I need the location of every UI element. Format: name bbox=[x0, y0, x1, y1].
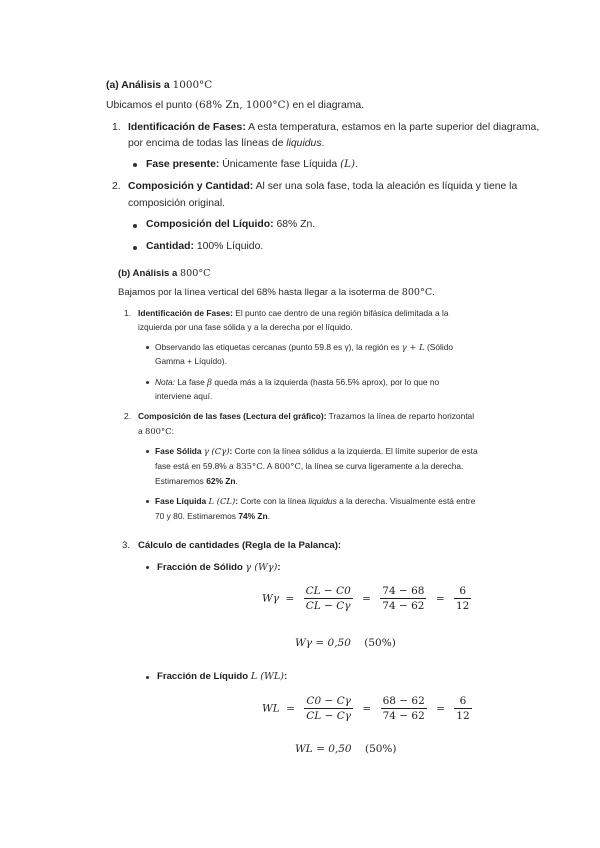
fraccion-solido-math: γ (Wγ) bbox=[245, 562, 278, 573]
fraccion-liquido-math: L (WL) bbox=[250, 671, 284, 682]
fraccion-liquido-label bbox=[157, 671, 287, 682]
bullet-icon bbox=[146, 346, 149, 349]
bullet-icon bbox=[133, 224, 137, 228]
eq2-fraction-3 bbox=[454, 695, 471, 722]
eq2-f2-numerator: 68 − 62 bbox=[382, 695, 425, 707]
section-b-item-1-sub2-line1 bbox=[155, 377, 439, 387]
section-a-heading bbox=[106, 79, 212, 91]
section-b-item-2-text: Trazamos la línea de reparto horizontal bbox=[328, 411, 475, 421]
equals-sign: = bbox=[362, 702, 372, 715]
eq1-f3-numerator: 6 bbox=[454, 585, 471, 599]
equation-w-gamma-result bbox=[295, 637, 396, 649]
section-a-item-2-line2: composición original. bbox=[128, 198, 226, 209]
section-b-heading bbox=[118, 268, 210, 279]
eq1-percent: (50%) bbox=[364, 637, 396, 649]
section-a-intro-suffix: en el diagrama. bbox=[292, 100, 365, 111]
eq2-f2-denominator: 74 − 62 bbox=[382, 710, 425, 722]
section-a-item-2-title: Composición y Cantidad: bbox=[128, 181, 254, 192]
section-b-intro-end: . bbox=[432, 287, 435, 298]
fase-solida-line2 bbox=[155, 461, 463, 471]
section-b-item-2-number: 2. bbox=[124, 411, 131, 421]
section-a-item-1-text: A esta temperatura, estamos en la parte superior del diagrama, bbox=[248, 122, 540, 133]
eq1-result: Wγ = 0,50 bbox=[295, 637, 351, 649]
bullet-icon bbox=[133, 163, 137, 167]
equation-w-l-result bbox=[295, 743, 397, 755]
bullet-icon bbox=[146, 500, 149, 503]
section-a-item-2-text: Al ser una sola fase, toda la aleación es líquida y tiene la bbox=[255, 181, 518, 192]
observando-math: γ + L bbox=[401, 342, 425, 352]
bullet-icon bbox=[146, 566, 149, 569]
section-b-item-1-title: Identificación de Fases: bbox=[138, 308, 233, 318]
nota-math: β bbox=[207, 377, 213, 387]
equals-sign: = bbox=[362, 592, 371, 605]
fraccion-solido-text: Fracción de Sólido bbox=[157, 562, 243, 573]
bullet-icon bbox=[146, 676, 149, 679]
equation-w-l bbox=[262, 695, 475, 722]
section-b-intro bbox=[118, 287, 435, 298]
fase-liquida-math: L (CL) bbox=[208, 496, 236, 506]
section-b-item-2-line1 bbox=[138, 411, 474, 421]
section-b-item-3-title bbox=[138, 540, 341, 551]
fase-liquida-line2 bbox=[155, 511, 270, 521]
fase-liquida-text: Corte con la línea bbox=[240, 496, 307, 506]
equation-w-gamma bbox=[262, 585, 474, 612]
section-b-item-1-line1 bbox=[138, 308, 449, 318]
composicion-liquido-value: 68% Zn. bbox=[276, 219, 316, 230]
section-b-item-2-line2-prefix: a bbox=[138, 426, 143, 436]
eq2-percent: (50%) bbox=[364, 743, 397, 755]
fase-presente-end: . bbox=[355, 159, 358, 170]
eq2-fraction-2 bbox=[381, 695, 427, 722]
fase-solida-estimate-end: . bbox=[235, 476, 238, 486]
fase-solida-math: γ (Cγ) bbox=[203, 446, 230, 456]
section-b-item-3-number: 3. bbox=[122, 540, 131, 551]
fase-liquida-line1 bbox=[155, 496, 475, 506]
section-b-item-1-line2: izquierda por una fase sólida y a la derecha por el líquido. bbox=[138, 322, 353, 332]
eq2-result: WL = 0,50 bbox=[295, 743, 352, 755]
fase-solida-estimate-prefix: Estimaremos bbox=[155, 476, 204, 486]
section-b-item-2-line2-math: 800°C bbox=[145, 426, 172, 436]
section-a-item-2-number: 2. bbox=[112, 181, 121, 192]
section-b-item-1-sub2-line2: interviene aquí. bbox=[155, 391, 213, 401]
section-a-heading-label: (a) Análisis a bbox=[106, 80, 170, 91]
eq2-f1-denominator: CL − Cγ bbox=[306, 710, 352, 722]
fase-solida-title: Fase Sólida bbox=[155, 446, 202, 456]
bullet-icon bbox=[146, 450, 149, 453]
fase-solida-line2-mid: . A bbox=[262, 461, 272, 471]
section-a-intro-math: (68% Zn, 1000°C) bbox=[194, 99, 290, 111]
fase-presente-math: (L) bbox=[340, 158, 356, 170]
section-b-item-1-sub1-line2: Gamma + Líquido). bbox=[155, 356, 227, 366]
section-a-item-1-line2-text: por encima de todas las líneas de bbox=[128, 138, 284, 149]
section-b-item-2-line2 bbox=[138, 426, 174, 436]
equals-sign: = bbox=[436, 702, 445, 715]
fraccion-solido-label bbox=[157, 562, 281, 573]
fase-liquida-liquidus-em: liquidus bbox=[308, 496, 337, 506]
eq1-fraction-3 bbox=[454, 585, 471, 612]
bullet-icon bbox=[146, 381, 149, 384]
fase-solida-temp-1: 835°C bbox=[236, 461, 263, 471]
eq1-lhs: Wγ bbox=[262, 592, 280, 605]
section-b-intro-text: Bajamos por la línea vertical del 68% hasta llegar a la isoterma de bbox=[118, 287, 400, 298]
regla-palanca-title: Cálculo de cantidades (Regla de la Palanca): bbox=[138, 540, 342, 551]
bullet-icon bbox=[133, 246, 137, 250]
fase-liquida-estimate-value: 74% Zn bbox=[238, 511, 268, 521]
observando-end: (Sólido bbox=[427, 342, 454, 352]
section-b-item-1-text: El punto cae dentro de una región bifásica delimitada a la bbox=[235, 308, 449, 318]
fase-liquida-title: Fase Líquida bbox=[155, 496, 207, 506]
section-b-item-2-title: Composición de las fases (Lectura del gráfico): bbox=[138, 411, 327, 421]
equals-sign: = bbox=[285, 592, 295, 605]
fase-solida-temp-2: 800°C bbox=[274, 461, 301, 471]
fase-solida-text: Corte con la línea sólidus a la izquierda. El límite superior de esta bbox=[234, 446, 478, 456]
eq1-f2-numerator: 74 − 68 bbox=[382, 585, 425, 597]
section-b-item-1-sub1-line1 bbox=[155, 342, 453, 352]
eq2-f3-numerator: 6 bbox=[454, 695, 471, 709]
nota-text: La fase bbox=[177, 377, 205, 387]
eq1-f3-denominator: 12 bbox=[455, 600, 470, 612]
section-a-item-2-line1 bbox=[128, 181, 517, 192]
fase-liquida-title-end: : bbox=[235, 496, 239, 506]
nota-end: queda más a la izquierda (hasta 56.5% aprox), por lo que no bbox=[214, 377, 440, 387]
fase-liquida-estimate-prefix: 70 y 80. Estimaremos bbox=[155, 511, 236, 521]
observando-text: Observando las etiquetas cercanas (punto 59.8 es γ), la región es bbox=[155, 342, 400, 352]
section-a-item-2-bullet-1 bbox=[146, 219, 315, 230]
section-a-intro-text: Ubicamos el punto bbox=[106, 100, 193, 111]
section-b-intro-math: 800°C bbox=[401, 287, 433, 298]
fase-presente-text: Únicamente fase Líquida bbox=[222, 159, 338, 170]
section-a-item-1-title: Identificación de Fases: bbox=[128, 122, 246, 133]
equals-sign: = bbox=[435, 592, 445, 605]
section-a-item-1-line1 bbox=[128, 122, 539, 133]
section-a-heading-math: 1000°C bbox=[172, 79, 213, 91]
fase-solida-estimate-value: 62% Zn bbox=[206, 476, 236, 486]
fase-presente-label: Fase presente: bbox=[146, 159, 220, 170]
cantidad-value: 100% Líquido. bbox=[196, 241, 264, 252]
fase-solida-title-end: : bbox=[229, 446, 233, 456]
fase-solida-line3 bbox=[155, 476, 238, 486]
section-a-item-2-bullet-2 bbox=[146, 241, 263, 252]
composicion-liquido-label: Composición del Líquido: bbox=[146, 219, 274, 230]
eq2-f1-numerator: C0 − Cγ bbox=[304, 695, 353, 709]
section-b-item-2-line2-end: : bbox=[171, 426, 174, 436]
eq1-f2-denominator: 74 − 62 bbox=[382, 600, 425, 612]
eq1-fraction-1 bbox=[304, 585, 353, 612]
section-a-intro bbox=[106, 99, 364, 111]
fase-liquida-estimate-end: . bbox=[267, 511, 270, 521]
eq1-f1-numerator: CL − C0 bbox=[305, 585, 351, 597]
eq2-f3-denominator: 12 bbox=[456, 710, 470, 722]
eq1-fraction-2 bbox=[380, 585, 426, 612]
eq2-fraction-1 bbox=[304, 695, 353, 722]
fraccion-solido-end: : bbox=[277, 562, 281, 573]
fraccion-liquido-text: Fracción de Líquido bbox=[157, 671, 249, 682]
fase-liquida-text-end: a la derecha. Visualmente está entre bbox=[339, 496, 476, 506]
nota-label: Nota: bbox=[155, 377, 176, 387]
section-b-item-1-number: 1. bbox=[124, 308, 131, 318]
fase-solida-line1 bbox=[155, 446, 478, 456]
section-b-heading-math: 800°C bbox=[180, 268, 211, 279]
fase-solida-line2-end: , la línea se curva ligeramente a la derecha. bbox=[300, 461, 464, 471]
fraccion-liquido-end: : bbox=[283, 671, 288, 682]
fase-solida-line2-prefix: fase está en 59.8% a bbox=[155, 461, 234, 471]
section-a-item-1-liquidus-em: liquidus bbox=[286, 138, 322, 149]
equals-sign: = bbox=[286, 702, 295, 715]
section-a-item-1-line2-end: . bbox=[321, 138, 325, 149]
eq2-lhs: WL bbox=[262, 702, 280, 715]
section-a-item-1-number: 1. bbox=[112, 122, 121, 133]
section-a-item-1-line2 bbox=[128, 138, 324, 149]
eq1-f1-denominator: CL − Cγ bbox=[305, 600, 351, 612]
cantidad-label: Cantidad: bbox=[146, 241, 194, 252]
section-a-item-1-bullet bbox=[146, 158, 358, 170]
section-b-heading-label: (b) Análisis a bbox=[118, 268, 178, 279]
